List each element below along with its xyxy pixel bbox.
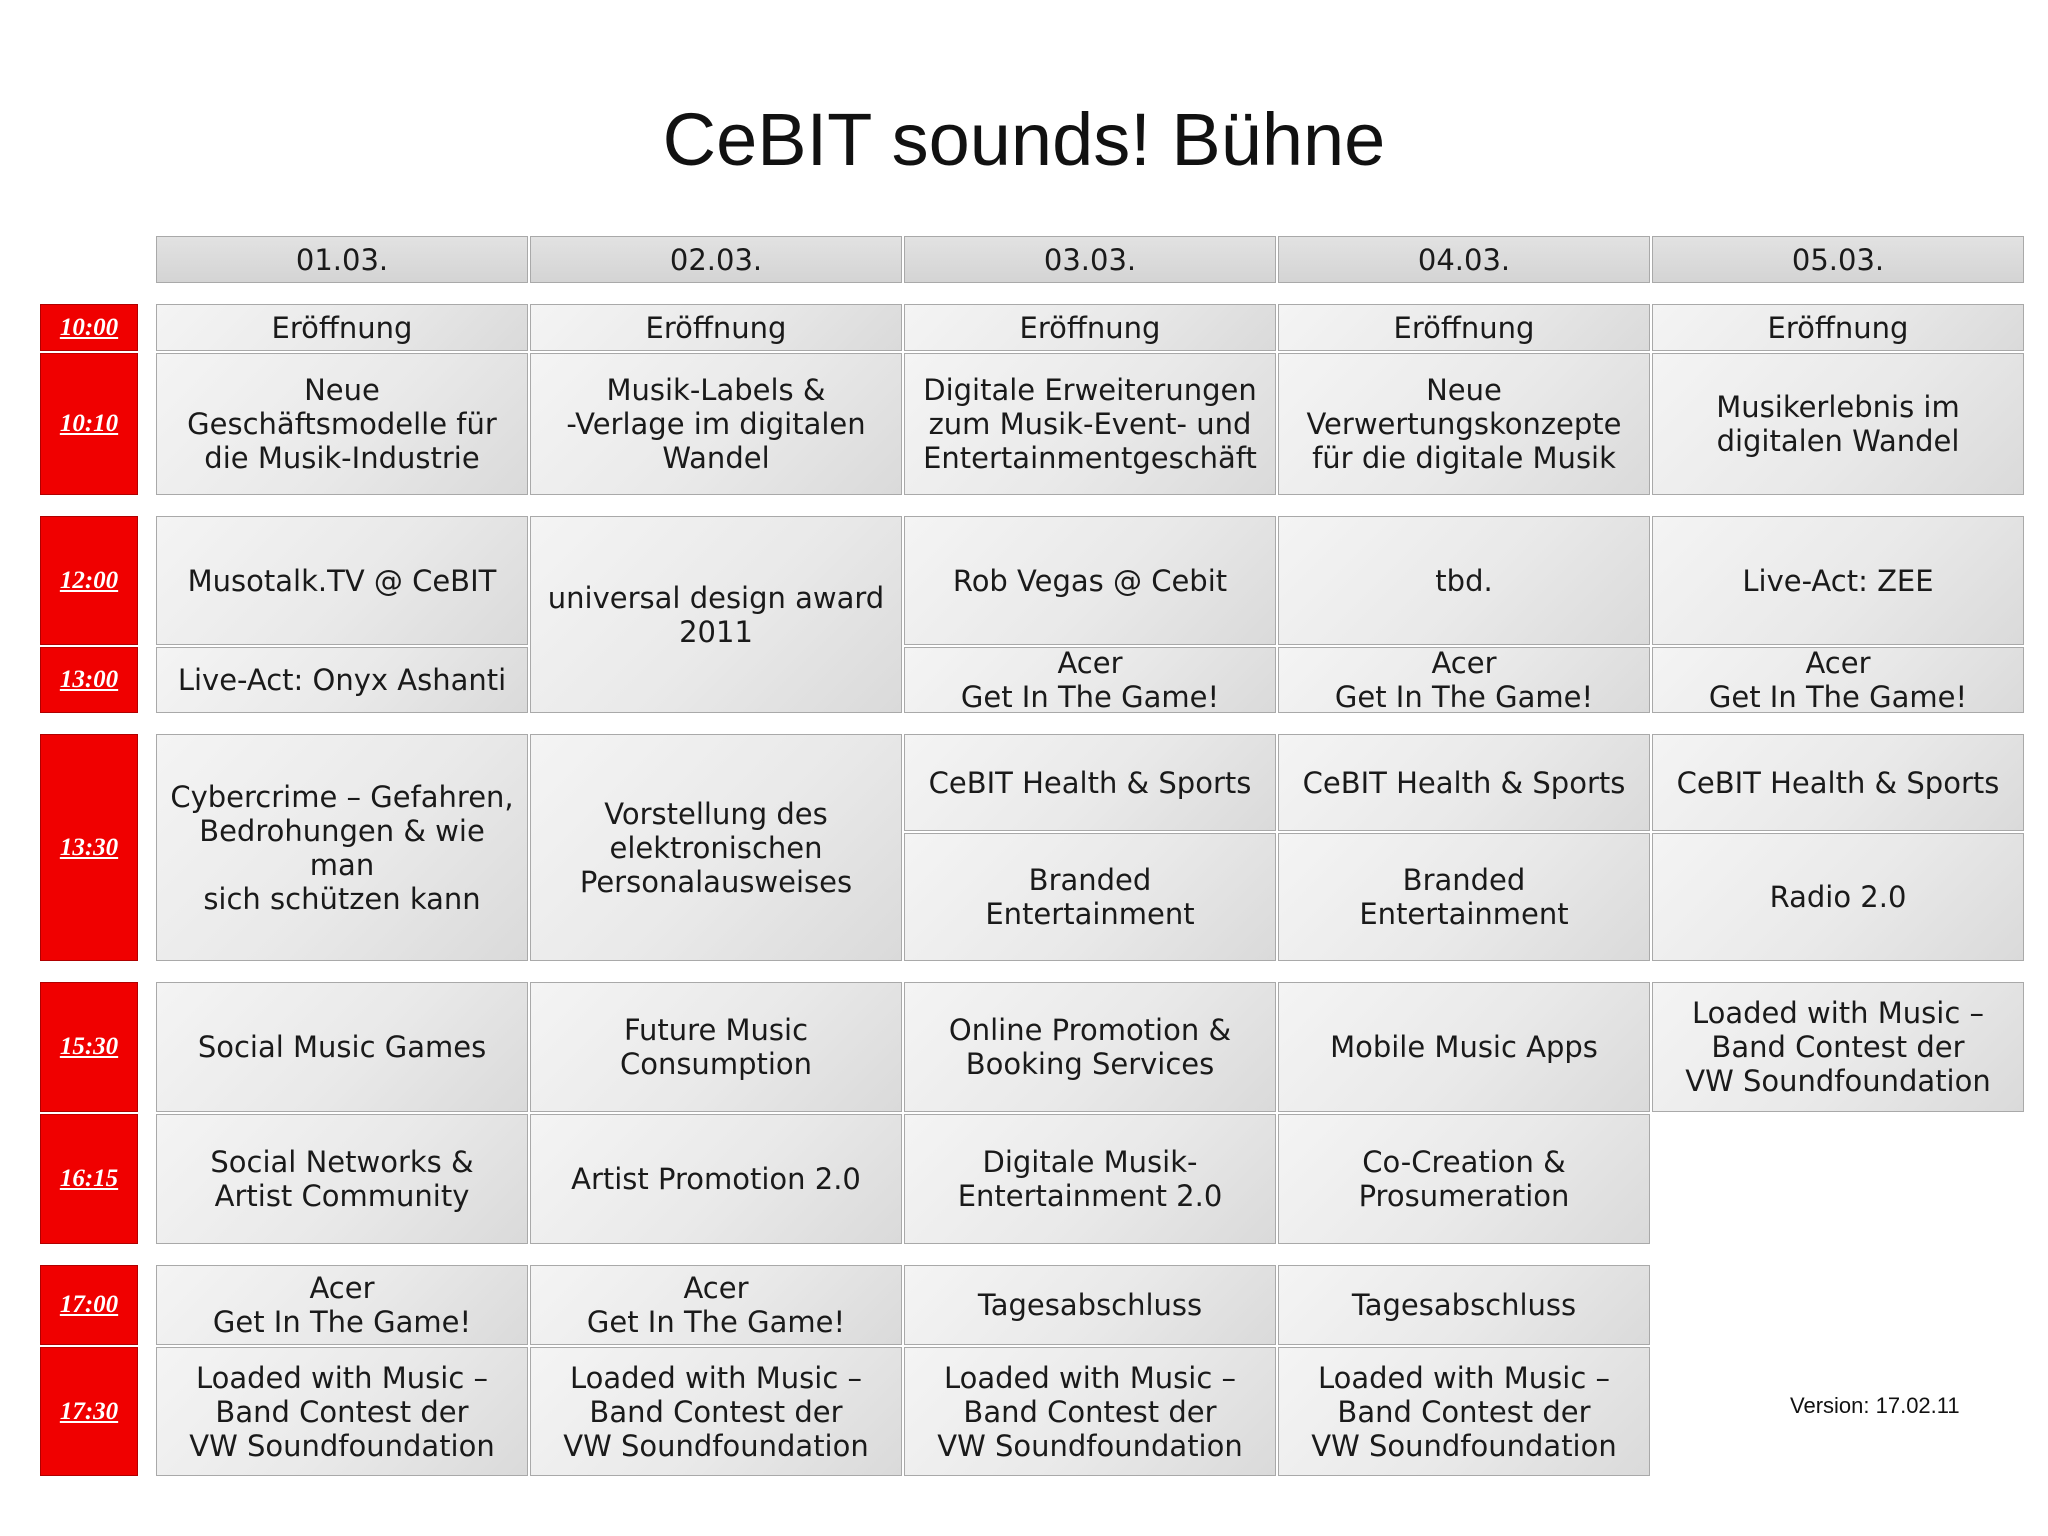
session-cell: Future Music Consumption bbox=[530, 982, 902, 1112]
session-cell: Neue Verwertungskonzepte für die digitale Musik bbox=[1278, 353, 1650, 495]
session-cell: Acer Get In The Game! bbox=[1652, 647, 2024, 713]
day-header: 01.03. bbox=[156, 236, 528, 283]
session-cell: Acer Get In The Game! bbox=[1278, 647, 1650, 713]
time-label: 13:00 bbox=[40, 647, 138, 713]
version-label: Version: 17.02.11 bbox=[1790, 1393, 1960, 1418]
session-cell: Social Music Games bbox=[156, 982, 528, 1112]
day-header: 05.03. bbox=[1652, 236, 2024, 283]
session-cell: CeBIT Health & Sports bbox=[1652, 734, 2024, 831]
session-cell: CeBIT Health & Sports bbox=[1278, 734, 1650, 831]
session-split bbox=[1652, 734, 2024, 961]
session-cell: Eröffnung bbox=[156, 304, 528, 351]
session-cell: Acer Get In The Game! bbox=[530, 1265, 902, 1345]
page-title: CeBIT sounds! Bühne bbox=[662, 98, 1386, 181]
time-label: 10:00 bbox=[40, 304, 138, 351]
time-label: 10:10 bbox=[40, 353, 138, 495]
session-cell: Acer Get In The Game! bbox=[156, 1265, 528, 1345]
session-cell: Live-Act: Onyx Ashanti bbox=[156, 647, 528, 713]
time-label: 12:00 bbox=[40, 516, 138, 645]
session-cell: Loaded with Music – Band Contest der VW Soundfoundation bbox=[1652, 982, 2024, 1112]
time-label: 16:15 bbox=[40, 1114, 138, 1244]
session-cell: Loaded with Music – Band Contest der VW Soundfoundation bbox=[904, 1347, 1276, 1476]
time-label: 15:30 bbox=[40, 982, 138, 1112]
session-cell: Mobile Music Apps bbox=[1278, 982, 1650, 1112]
session-cell: Musotalk.TV @ CeBIT bbox=[156, 516, 528, 645]
time-label: 17:30 bbox=[40, 1347, 138, 1476]
session-cell: Eröffnung bbox=[1652, 304, 2024, 351]
session-cell: Branded Entertainment bbox=[1278, 833, 1650, 961]
session-cell: Cybercrime – Gefahren, Bedrohungen & wie man sich schützen kann bbox=[156, 734, 528, 961]
session-cell: Eröffnung bbox=[904, 304, 1276, 351]
schedule-grid bbox=[40, 236, 2014, 1463]
session-cell: Digitale Musik- Entertainment 2.0 bbox=[904, 1114, 1276, 1244]
session-cell: Vorstellung des elektronischen Personalausweises bbox=[530, 734, 902, 961]
session-cell: universal design award 2011 bbox=[530, 516, 902, 713]
session-cell: Eröffnung bbox=[530, 304, 902, 351]
session-cell: Radio 2.0 bbox=[1652, 833, 2024, 961]
session-cell: Co-Creation & Prosumeration bbox=[1278, 1114, 1650, 1244]
session-cell: Musikerlebnis im digitalen Wandel bbox=[1652, 353, 2024, 495]
session-cell: Live-Act: ZEE bbox=[1652, 516, 2024, 645]
session-cell: tbd. bbox=[1278, 516, 1650, 645]
session-cell: Eröffnung bbox=[1278, 304, 1650, 351]
session-cell: Loaded with Music – Band Contest der VW Soundfoundation bbox=[530, 1347, 902, 1476]
session-cell: Artist Promotion 2.0 bbox=[530, 1114, 902, 1244]
time-label: 13:30 bbox=[40, 734, 138, 961]
session-cell: Online Promotion & Booking Services bbox=[904, 982, 1276, 1112]
session-cell: Tagesabschluss bbox=[904, 1265, 1276, 1345]
session-cell: Social Networks & Artist Community bbox=[156, 1114, 528, 1244]
session-cell: Loaded with Music – Band Contest der VW Soundfoundation bbox=[156, 1347, 528, 1476]
session-cell: Musik-Labels & -Verlage im digitalen Wandel bbox=[530, 353, 902, 495]
session-cell: Branded Entertainment bbox=[904, 833, 1276, 961]
session-cell: Digitale Erweiterungen zum Musik-Event- und Entertainmentgeschäft bbox=[904, 353, 1276, 495]
session-cell: CeBIT Health & Sports bbox=[904, 734, 1276, 831]
session-cell: Loaded with Music – Band Contest der VW Soundfoundation bbox=[1278, 1347, 1650, 1476]
session-split bbox=[904, 734, 1276, 961]
session-cell: Rob Vegas @ Cebit bbox=[904, 516, 1276, 645]
session-cell: Acer Get In The Game! bbox=[904, 647, 1276, 713]
day-header: 04.03. bbox=[1278, 236, 1650, 283]
day-header: 02.03. bbox=[530, 236, 902, 283]
session-split bbox=[1278, 734, 1650, 961]
session-cell: Neue Geschäftsmodelle für die Musik-Industrie bbox=[156, 353, 528, 495]
time-label: 17:00 bbox=[40, 1265, 138, 1345]
day-header: 03.03. bbox=[904, 236, 1276, 283]
session-cell: Tagesabschluss bbox=[1278, 1265, 1650, 1345]
